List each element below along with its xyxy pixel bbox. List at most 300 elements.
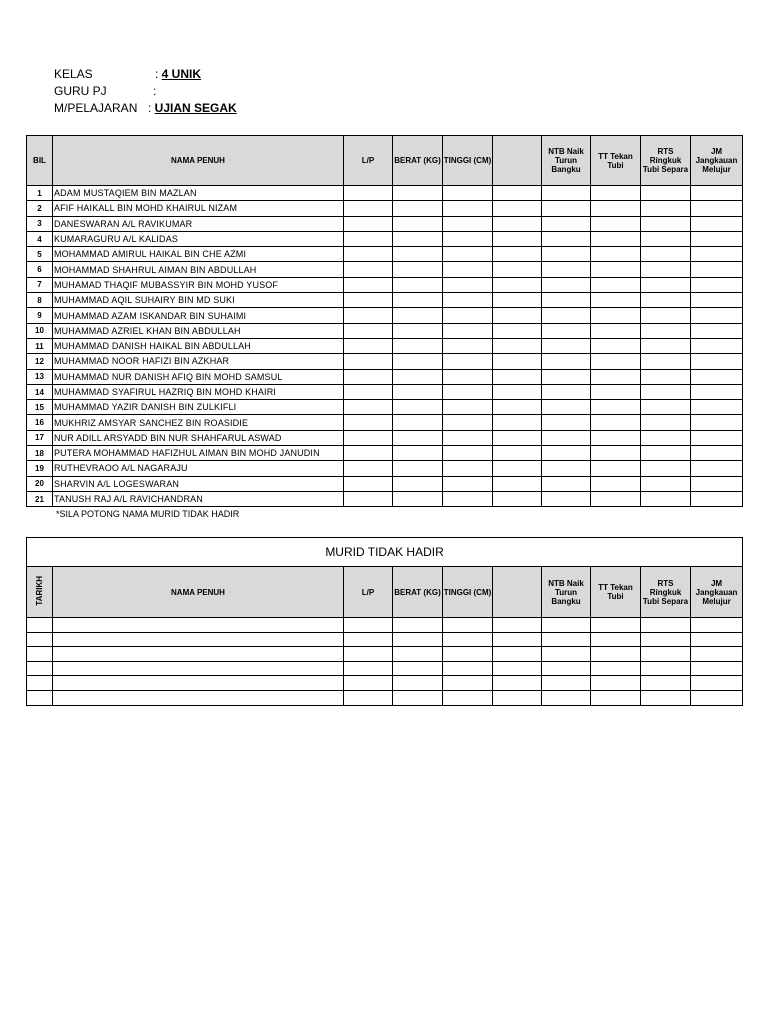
row-cell[interactable]: [493, 491, 542, 506]
row-cell[interactable]: [493, 430, 542, 445]
absent-cell[interactable]: [27, 647, 53, 662]
row-cell[interactable]: [443, 384, 493, 399]
absent-header-lp: L/P: [344, 567, 393, 618]
absent-cell[interactable]: [641, 690, 691, 705]
row-cell[interactable]: [344, 201, 393, 216]
row-nama: DANESWARAN A/L RAVIKUMAR: [53, 216, 344, 231]
row-cell[interactable]: [493, 461, 542, 476]
row-cell[interactable]: [443, 491, 493, 506]
row-cell[interactable]: [493, 293, 542, 308]
table-row: [27, 186, 743, 201]
row-cell[interactable]: [443, 262, 493, 277]
row-cell[interactable]: [542, 277, 591, 292]
absent-row: [27, 647, 743, 662]
row-cell[interactable]: [443, 293, 493, 308]
row-cell[interactable]: [591, 201, 641, 216]
row-cell[interactable]: [641, 354, 691, 369]
absent-cell[interactable]: [344, 647, 393, 662]
absent-cell[interactable]: [344, 618, 393, 633]
absent-header-tt: TT Tekan Tubi: [591, 567, 641, 618]
row-cell[interactable]: [344, 216, 393, 231]
row-cell[interactable]: [591, 323, 641, 338]
absent-cell[interactable]: [493, 690, 542, 705]
absent-cell[interactable]: [393, 647, 443, 662]
row-cell[interactable]: [691, 186, 743, 201]
row-cell[interactable]: [393, 186, 443, 201]
header-tarikh: TARIKH: [27, 567, 53, 618]
row-cell[interactable]: [393, 262, 443, 277]
row-nama: TANUSH RAJ A/L RAVICHANDRAN: [53, 491, 344, 506]
absent-cell[interactable]: [27, 661, 53, 676]
table-row: [27, 461, 743, 476]
row-bil: 19: [27, 461, 53, 476]
row-cell[interactable]: [691, 491, 743, 506]
row-cell[interactable]: [542, 476, 591, 491]
row-cell[interactable]: [443, 186, 493, 201]
absent-cell[interactable]: [493, 618, 542, 633]
row-nama: AFIF HAIKALL BIN MOHD KHAIRUL NIZAM: [53, 201, 344, 216]
absent-cell[interactable]: [641, 632, 691, 647]
absent-cell[interactable]: [53, 690, 344, 705]
row-cell[interactable]: [591, 277, 641, 292]
absent-cell[interactable]: [493, 676, 542, 691]
absent-cell[interactable]: [344, 676, 393, 691]
row-bil: 11: [27, 338, 53, 353]
row-cell[interactable]: [641, 201, 691, 216]
absent-cell[interactable]: [691, 647, 743, 662]
row-cell[interactable]: [493, 400, 542, 415]
row-cell[interactable]: [591, 415, 641, 430]
row-cell[interactable]: [641, 415, 691, 430]
kelas-value: 4 UNIK: [161, 67, 202, 81]
absent-cell[interactable]: [443, 632, 493, 647]
row-cell[interactable]: [542, 216, 591, 231]
absent-cell[interactable]: [641, 676, 691, 691]
row-cell[interactable]: [393, 231, 443, 246]
row-cell[interactable]: [344, 323, 393, 338]
table-row: [27, 384, 743, 399]
row-cell[interactable]: [393, 400, 443, 415]
table-row: [27, 354, 743, 369]
row-nama: MUHAMMAD AQIL SUHAIRY BIN MD SUKI: [53, 293, 344, 308]
absent-header-berat: BERAT (KG): [393, 567, 443, 618]
row-cell[interactable]: [691, 461, 743, 476]
row-cell[interactable]: [691, 277, 743, 292]
row-cell[interactable]: [641, 384, 691, 399]
row-cell[interactable]: [443, 247, 493, 262]
row-cell[interactable]: [443, 216, 493, 231]
row-cell[interactable]: [393, 308, 443, 323]
row-cell[interactable]: [493, 323, 542, 338]
row-bil: 2: [27, 201, 53, 216]
header-blank: [493, 136, 542, 186]
table-row: [27, 369, 743, 384]
row-cell[interactable]: [542, 446, 591, 461]
row-cell[interactable]: [344, 231, 393, 246]
table-row: [27, 338, 743, 353]
row-cell[interactable]: [493, 384, 542, 399]
row-nama: MUKHRIZ AMSYAR SANCHEZ BIN ROASIDIE: [53, 415, 344, 430]
table-row: [27, 216, 743, 231]
row-cell[interactable]: [691, 323, 743, 338]
row-cell[interactable]: [542, 461, 591, 476]
row-cell[interactable]: [641, 491, 691, 506]
row-cell[interactable]: [591, 400, 641, 415]
row-cell[interactable]: [641, 277, 691, 292]
absent-cell[interactable]: [691, 690, 743, 705]
row-cell[interactable]: [493, 338, 542, 353]
row-cell[interactable]: [344, 430, 393, 445]
absent-row: [27, 618, 743, 633]
row-cell[interactable]: [443, 231, 493, 246]
row-cell[interactable]: [443, 354, 493, 369]
row-cell[interactable]: [542, 201, 591, 216]
row-cell[interactable]: [393, 446, 443, 461]
row-cell[interactable]: [493, 308, 542, 323]
row-cell[interactable]: [443, 369, 493, 384]
absent-cell[interactable]: [393, 661, 443, 676]
row-bil: 4: [27, 231, 53, 246]
row-cell[interactable]: [542, 384, 591, 399]
row-cell[interactable]: [641, 186, 691, 201]
row-cell[interactable]: [591, 247, 641, 262]
table-row: [27, 231, 743, 246]
row-bil: 9: [27, 308, 53, 323]
row-nama: PUTERA MOHAMMAD HAFIZHUL AIMAN BIN MOHD JANUDIN: [53, 446, 344, 461]
absent-cell[interactable]: [27, 632, 53, 647]
row-cell[interactable]: [493, 231, 542, 246]
row-cell[interactable]: [443, 430, 493, 445]
row-cell[interactable]: [641, 293, 691, 308]
row-cell[interactable]: [493, 446, 542, 461]
row-cell[interactable]: [542, 231, 591, 246]
row-nama: MUHAMMAD SYAFIRUL HAZRIQ BIN MOHD KHAIRI: [53, 384, 344, 399]
row-cell[interactable]: [641, 231, 691, 246]
row-cell[interactable]: [493, 262, 542, 277]
absent-cell[interactable]: [27, 676, 53, 691]
row-cell[interactable]: [691, 262, 743, 277]
row-cell[interactable]: [493, 354, 542, 369]
row-cell[interactable]: [493, 277, 542, 292]
row-cell[interactable]: [641, 338, 691, 353]
absent-cell[interactable]: [53, 661, 344, 676]
absent-header-blank: [493, 567, 542, 618]
row-cell[interactable]: [493, 247, 542, 262]
row-cell[interactable]: [691, 201, 743, 216]
row-cell[interactable]: [393, 476, 443, 491]
row-cell[interactable]: [591, 384, 641, 399]
row-nama: MUHAMMAD DANISH HAIKAL BIN ABDULLAH: [53, 338, 344, 353]
row-bil: 12: [27, 354, 53, 369]
row-cell[interactable]: [542, 338, 591, 353]
absent-cell[interactable]: [641, 647, 691, 662]
absent-cell[interactable]: [27, 690, 53, 705]
row-cell[interactable]: [393, 338, 443, 353]
row-cell[interactable]: [691, 308, 743, 323]
row-bil: 17: [27, 430, 53, 445]
row-nama: NUR ADILL ARSYADD BIN NUR SHAHFARUL ASWAD: [53, 430, 344, 445]
row-cell[interactable]: [393, 430, 443, 445]
header-berat: BERAT (KG): [393, 136, 443, 186]
row-cell[interactable]: [641, 262, 691, 277]
row-cell[interactable]: [591, 216, 641, 231]
row-cell[interactable]: [591, 461, 641, 476]
absent-cell[interactable]: [591, 618, 641, 633]
row-cell[interactable]: [443, 277, 493, 292]
row-cell[interactable]: [691, 293, 743, 308]
absent-cell[interactable]: [542, 618, 591, 633]
subject-value: UJIAN SEGAK: [154, 101, 237, 115]
row-cell[interactable]: [591, 186, 641, 201]
absent-cell[interactable]: [493, 647, 542, 662]
absent-table: [26, 537, 743, 706]
row-bil: 3: [27, 216, 53, 231]
row-cell[interactable]: [344, 476, 393, 491]
row-cell[interactable]: [542, 247, 591, 262]
row-cell[interactable]: [393, 491, 443, 506]
row-bil: 8: [27, 293, 53, 308]
row-cell[interactable]: [591, 231, 641, 246]
absent-cell[interactable]: [53, 676, 344, 691]
absent-cell[interactable]: [691, 676, 743, 691]
row-cell[interactable]: [493, 186, 542, 201]
row-cell[interactable]: [591, 354, 641, 369]
row-cell[interactable]: [691, 384, 743, 399]
absent-row: [27, 690, 743, 705]
row-cell[interactable]: [641, 461, 691, 476]
row-cell[interactable]: [542, 293, 591, 308]
row-cell[interactable]: [691, 415, 743, 430]
row-cell[interactable]: [641, 446, 691, 461]
row-cell[interactable]: [393, 247, 443, 262]
row-cell[interactable]: [542, 323, 591, 338]
absent-cell[interactable]: [393, 632, 443, 647]
row-cell[interactable]: [641, 400, 691, 415]
absent-cell[interactable]: [691, 618, 743, 633]
subject-label: M/PELAJARAN: [54, 101, 138, 115]
absent-cell[interactable]: [443, 647, 493, 662]
absent-cell[interactable]: [591, 647, 641, 662]
guru-label: GURU PJ: [54, 84, 107, 98]
row-cell[interactable]: [542, 400, 591, 415]
student-table: [26, 135, 743, 507]
row-bil: 20: [27, 476, 53, 491]
absent-cell[interactable]: [542, 690, 591, 705]
absent-cell[interactable]: [27, 618, 53, 633]
absent-cell[interactable]: [641, 618, 691, 633]
absent-cell[interactable]: [591, 690, 641, 705]
row-cell[interactable]: [393, 216, 443, 231]
row-cell[interactable]: [493, 415, 542, 430]
absent-cell[interactable]: [591, 632, 641, 647]
row-cell[interactable]: [542, 415, 591, 430]
absent-row: [27, 661, 743, 676]
row-cell[interactable]: [691, 430, 743, 445]
kelas-label: KELAS: [54, 67, 93, 81]
row-cell[interactable]: [393, 369, 443, 384]
row-cell[interactable]: [691, 369, 743, 384]
absent-cell[interactable]: [344, 661, 393, 676]
row-cell[interactable]: [591, 446, 641, 461]
row-cell[interactable]: [493, 201, 542, 216]
row-cell[interactable]: [393, 201, 443, 216]
row-cell[interactable]: [344, 369, 393, 384]
row-cell[interactable]: [344, 384, 393, 399]
table-row: [27, 247, 743, 262]
row-cell[interactable]: [591, 430, 641, 445]
table-row: [27, 446, 743, 461]
table-row: [27, 476, 743, 491]
row-cell[interactable]: [443, 201, 493, 216]
row-cell[interactable]: [542, 354, 591, 369]
row-cell[interactable]: [591, 369, 641, 384]
row-cell[interactable]: [344, 446, 393, 461]
row-cell[interactable]: [591, 293, 641, 308]
row-cell[interactable]: [344, 293, 393, 308]
header-tt: TT Tekan Tubi: [591, 136, 641, 186]
row-cell[interactable]: [591, 308, 641, 323]
absent-cell[interactable]: [443, 676, 493, 691]
row-bil: 13: [27, 369, 53, 384]
absent-cell[interactable]: [53, 618, 344, 633]
absent-cell[interactable]: [691, 632, 743, 647]
absent-table-header: [27, 567, 743, 618]
row-cell[interactable]: [393, 461, 443, 476]
absent-cell[interactable]: [393, 618, 443, 633]
row-cell[interactable]: [344, 400, 393, 415]
absent-cell[interactable]: [443, 690, 493, 705]
row-nama: MUHAMMAD NUR DANISH AFIQ BIN MOHD SAMSUL: [53, 369, 344, 384]
row-cell[interactable]: [443, 400, 493, 415]
row-cell[interactable]: [691, 338, 743, 353]
absent-cell[interactable]: [542, 647, 591, 662]
absent-cell[interactable]: [493, 632, 542, 647]
row-cell[interactable]: [344, 338, 393, 353]
table-row: [27, 262, 743, 277]
row-cell[interactable]: [591, 476, 641, 491]
row-cell[interactable]: [691, 216, 743, 231]
row-cell[interactable]: [641, 323, 691, 338]
absent-cell[interactable]: [443, 661, 493, 676]
row-cell[interactable]: [641, 247, 691, 262]
absent-cell[interactable]: [641, 661, 691, 676]
row-cell[interactable]: [443, 461, 493, 476]
row-cell[interactable]: [691, 400, 743, 415]
absent-cell[interactable]: [443, 618, 493, 633]
table-row: [27, 415, 743, 430]
absent-cell[interactable]: [542, 632, 591, 647]
row-cell[interactable]: [641, 308, 691, 323]
row-cell[interactable]: [344, 461, 393, 476]
absent-cell[interactable]: [344, 632, 393, 647]
table-row: [27, 323, 743, 338]
row-cell[interactable]: [591, 262, 641, 277]
row-cell[interactable]: [591, 491, 641, 506]
row-cell[interactable]: [542, 186, 591, 201]
row-cell[interactable]: [443, 476, 493, 491]
row-bil: 15: [27, 400, 53, 415]
absent-cell[interactable]: [53, 632, 344, 647]
absent-cell[interactable]: [542, 661, 591, 676]
absent-cell[interactable]: [393, 690, 443, 705]
absent-cell[interactable]: [53, 647, 344, 662]
row-cell[interactable]: [691, 231, 743, 246]
absent-cell[interactable]: [393, 676, 443, 691]
absent-header-ntb: NTB Naik Turun Bangku: [542, 567, 591, 618]
absent-cell[interactable]: [344, 690, 393, 705]
row-cell[interactable]: [393, 323, 443, 338]
header-ntb: NTB Naik Turun Bangku: [542, 136, 591, 186]
row-cell[interactable]: [641, 369, 691, 384]
row-bil: 5: [27, 247, 53, 262]
row-cell[interactable]: [393, 354, 443, 369]
row-nama: MOHAMMAD AMIRUL HAIKAL BIN CHE AZMI: [53, 247, 344, 262]
absent-title: MURID TIDAK HADIR: [27, 538, 743, 567]
table-row: [27, 400, 743, 415]
row-cell[interactable]: [542, 430, 591, 445]
row-cell[interactable]: [542, 369, 591, 384]
row-cell[interactable]: [443, 308, 493, 323]
row-cell[interactable]: [591, 338, 641, 353]
row-nama: MUHAMMAD NOOR HAFIZI BIN AZKHAR: [53, 354, 344, 369]
row-cell[interactable]: [443, 338, 493, 353]
row-cell[interactable]: [641, 476, 691, 491]
absent-cell[interactable]: [493, 661, 542, 676]
row-cell[interactable]: [542, 308, 591, 323]
header-nama: NAMA PENUH: [53, 136, 344, 186]
row-cell[interactable]: [344, 415, 393, 430]
row-cell[interactable]: [493, 476, 542, 491]
row-cell[interactable]: [691, 446, 743, 461]
absent-cell[interactable]: [591, 661, 641, 676]
row-cell[interactable]: [393, 293, 443, 308]
row-cell[interactable]: [443, 323, 493, 338]
row-cell[interactable]: [344, 354, 393, 369]
row-cell[interactable]: [393, 384, 443, 399]
row-cell[interactable]: [641, 216, 691, 231]
row-cell[interactable]: [344, 262, 393, 277]
row-cell[interactable]: [344, 247, 393, 262]
row-bil: 14: [27, 384, 53, 399]
row-cell[interactable]: [542, 262, 591, 277]
row-cell[interactable]: [344, 277, 393, 292]
row-cell[interactable]: [393, 277, 443, 292]
row-cell[interactable]: [393, 415, 443, 430]
row-cell[interactable]: [344, 308, 393, 323]
row-cell[interactable]: [691, 247, 743, 262]
row-cell[interactable]: [493, 369, 542, 384]
row-nama: MOHAMMAD SHAHRUL AIMAN BIN ABDULLAH: [53, 262, 344, 277]
row-cell[interactable]: [443, 415, 493, 430]
row-cell[interactable]: [344, 491, 393, 506]
row-bil: 1: [27, 186, 53, 201]
absent-cell[interactable]: [542, 676, 591, 691]
absent-note: *SILA POTONG NAMA MURID TIDAK HADIR: [56, 509, 240, 519]
row-cell[interactable]: [641, 430, 691, 445]
header-tinggi: TINGGI (CM): [443, 136, 493, 186]
row-cell[interactable]: [542, 491, 591, 506]
table-row: [27, 430, 743, 445]
absent-cell[interactable]: [691, 661, 743, 676]
row-cell[interactable]: [344, 186, 393, 201]
row-cell[interactable]: [691, 476, 743, 491]
absent-cell[interactable]: [591, 676, 641, 691]
row-bil: 6: [27, 262, 53, 277]
row-cell[interactable]: [691, 354, 743, 369]
row-cell[interactable]: [493, 216, 542, 231]
row-cell[interactable]: [443, 446, 493, 461]
row-nama: MUHAMAD THAQIF MUBASSYIR BIN MOHD YUSOF: [53, 277, 344, 292]
